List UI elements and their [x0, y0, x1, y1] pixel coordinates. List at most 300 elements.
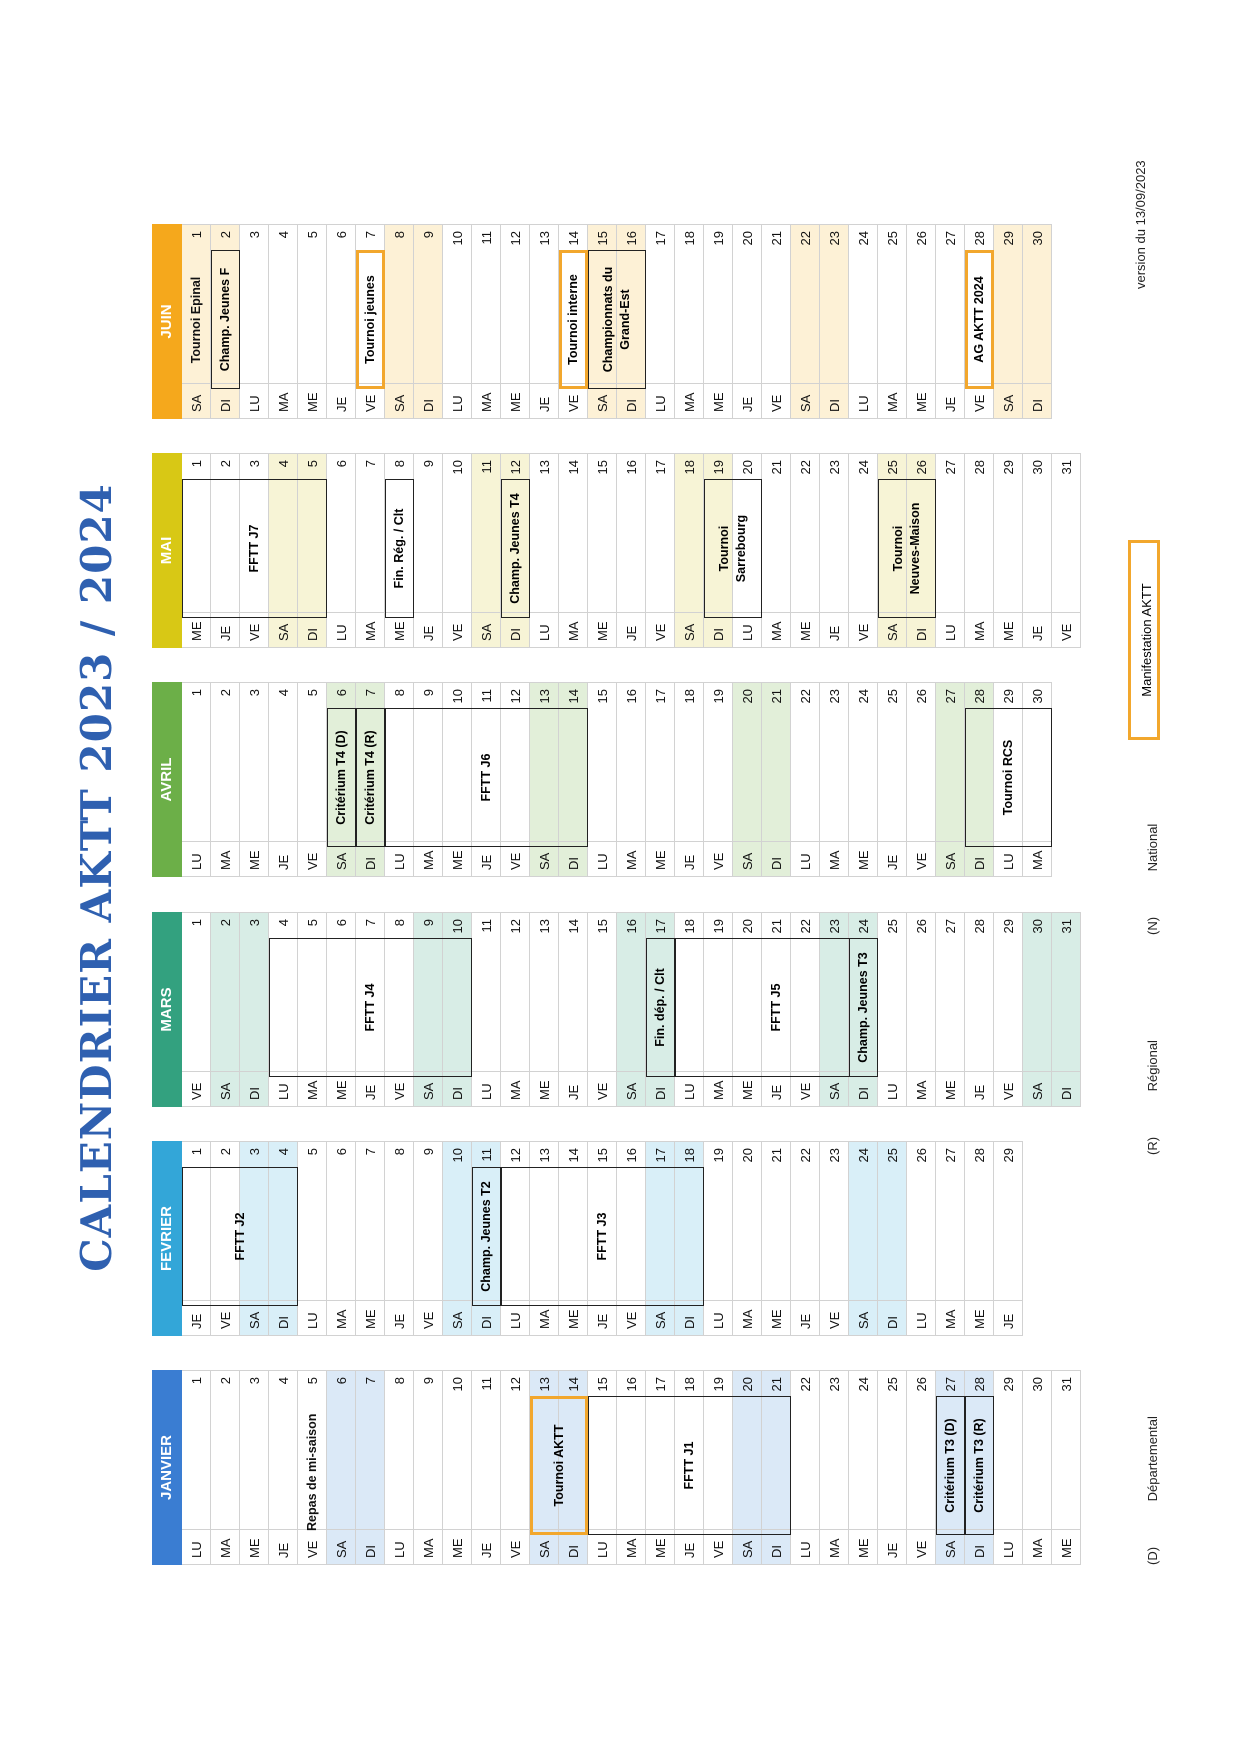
- day-row: [646, 453, 675, 648]
- day-number: 3: [247, 460, 262, 468]
- day-of-week: SA: [646, 1300, 674, 1335]
- event-label: Grand-Est: [618, 289, 632, 350]
- day-number: 12: [508, 919, 523, 934]
- day-row: [733, 1141, 762, 1336]
- day-row: [182, 224, 211, 419]
- day-row: [501, 224, 530, 419]
- day-number: 9: [421, 1148, 436, 1156]
- day-of-week: LU: [791, 1529, 819, 1564]
- day-number: 31: [1059, 460, 1074, 475]
- day-of-week: DI: [762, 1529, 790, 1564]
- day-number: 4: [276, 1148, 291, 1156]
- day-number: 31: [1059, 1377, 1074, 1392]
- day-of-week: VE: [704, 841, 732, 876]
- day-of-week: SA: [269, 612, 297, 647]
- day-row: [472, 1370, 501, 1565]
- day-row: [1023, 1370, 1052, 1565]
- day-of-week: ME: [443, 1529, 471, 1564]
- day-event: Repas de mi-saison: [305, 1413, 319, 1531]
- day-number: 2: [218, 919, 233, 927]
- day-row: [182, 1370, 211, 1565]
- day-of-week: LU: [182, 1529, 210, 1564]
- day-number: 10: [450, 231, 465, 246]
- day-row: [936, 1370, 965, 1565]
- day-of-week: JE: [1023, 612, 1051, 647]
- day-of-week: LU: [269, 1071, 297, 1106]
- day-of-week: LU: [646, 383, 674, 418]
- day-number: 17: [653, 919, 668, 934]
- day-number: 21: [769, 919, 784, 934]
- day-of-week: ME: [762, 1300, 790, 1335]
- day-row: [791, 1141, 820, 1336]
- day-row: [994, 682, 1023, 877]
- manifestation-legend: Manifestation AKTT: [1128, 540, 1160, 740]
- day-row: [646, 224, 675, 419]
- day-of-week: DI: [762, 841, 790, 876]
- day-of-week: LU: [878, 1071, 906, 1106]
- day-of-week: DI: [559, 1529, 587, 1564]
- day-row: [443, 682, 472, 877]
- day-of-week: VE: [240, 612, 268, 647]
- day-row: [994, 1370, 1023, 1565]
- legend-code: (N): [1145, 916, 1160, 935]
- day-number: 23: [827, 919, 842, 934]
- day-number: 25: [885, 919, 900, 934]
- day-of-week: JE: [327, 383, 355, 418]
- day-number: 3: [247, 919, 262, 927]
- day-of-week: MA: [820, 1529, 848, 1564]
- day-row: [675, 1141, 704, 1336]
- day-number: 22: [798, 689, 813, 704]
- day-of-week: LU: [240, 383, 268, 418]
- day-of-week: ME: [501, 383, 529, 418]
- day-row: [617, 682, 646, 877]
- day-of-week: DI: [646, 1071, 674, 1106]
- day-number: 26: [914, 1148, 929, 1163]
- day-of-week: LU: [472, 1071, 500, 1106]
- day-row: [588, 453, 617, 648]
- day-of-week: LU: [327, 612, 355, 647]
- day-row: [965, 1141, 994, 1336]
- day-of-week: LU: [501, 1300, 529, 1335]
- day-row: [936, 224, 965, 419]
- day-number: 26: [914, 231, 929, 246]
- event-label: FFTT J7: [247, 524, 261, 573]
- day-row: [994, 224, 1023, 419]
- day-of-week: SA: [675, 612, 703, 647]
- day-number: 24: [856, 1377, 871, 1392]
- day-of-week: VE: [907, 1529, 935, 1564]
- day-row: [414, 453, 443, 648]
- day-of-week: JE: [588, 1300, 616, 1335]
- day-row: [385, 912, 414, 1107]
- month-header: AVRIL: [152, 682, 182, 877]
- day-of-week: VE: [588, 1071, 616, 1106]
- day-of-week: SA: [588, 383, 616, 418]
- day-row: [617, 224, 646, 419]
- legend-label: Régional: [1145, 1040, 1160, 1092]
- day-number: 2: [218, 231, 233, 239]
- day-row: [733, 912, 762, 1107]
- day-of-week: ME: [994, 612, 1022, 647]
- day-of-week: VE: [907, 841, 935, 876]
- day-row: [356, 1141, 385, 1336]
- day-row: [530, 1141, 559, 1336]
- day-of-week: VE: [501, 841, 529, 876]
- day-row: [269, 1141, 298, 1336]
- day-row: [617, 912, 646, 1107]
- day-number: 8: [392, 231, 407, 239]
- day-number: 2: [218, 1148, 233, 1156]
- day-number: 3: [247, 231, 262, 239]
- day-of-week: SA: [211, 1071, 239, 1106]
- legend-label: Départemental: [1145, 1416, 1160, 1502]
- day-of-week: SA: [327, 1529, 355, 1564]
- day-number: 30: [1030, 231, 1045, 246]
- day-row: [385, 682, 414, 877]
- day-number: 4: [276, 919, 291, 927]
- day-row: [820, 1141, 849, 1336]
- day-number: 17: [653, 1377, 668, 1392]
- day-row: [762, 1370, 791, 1565]
- day-number: 5: [305, 1148, 320, 1156]
- day-number: 27: [943, 689, 958, 704]
- day-row: [646, 912, 675, 1107]
- day-of-week: MA: [617, 841, 645, 876]
- day-of-week: JE: [965, 1071, 993, 1106]
- day-of-week: LU: [936, 612, 964, 647]
- day-of-week: JE: [675, 1529, 703, 1564]
- day-number: 22: [798, 231, 813, 246]
- day-of-week: LU: [733, 612, 761, 647]
- day-number: 29: [1001, 1377, 1016, 1392]
- event-label: Tournoi jeunes: [363, 275, 377, 364]
- day-row: [878, 1370, 907, 1565]
- day-number: 20: [740, 1377, 755, 1392]
- day-number: 18: [682, 689, 697, 704]
- day-of-week: ME: [356, 1300, 384, 1335]
- day-of-week: DI: [849, 1071, 877, 1106]
- day-number: 9: [421, 689, 436, 697]
- day-row: [385, 224, 414, 419]
- day-number: 7: [363, 689, 378, 697]
- day-number: 23: [827, 460, 842, 475]
- day-row: [414, 224, 443, 419]
- day-of-week: LU: [675, 1071, 703, 1106]
- day-of-week: SA: [1023, 1071, 1051, 1106]
- month-avril: [152, 682, 1052, 877]
- day-of-week: LU: [385, 1529, 413, 1564]
- day-of-week: VE: [994, 1071, 1022, 1106]
- day-of-week: SA: [530, 1529, 558, 1564]
- day-number: 14: [566, 919, 581, 934]
- day-number: 17: [653, 231, 668, 246]
- event-label: FFTT J3: [595, 1212, 609, 1261]
- day-number: 10: [450, 919, 465, 934]
- day-row: [530, 224, 559, 419]
- day-of-week: ME: [646, 841, 674, 876]
- event-label: Critérium T3 (R): [972, 1418, 986, 1513]
- day-number: 21: [769, 231, 784, 246]
- day-number: 19: [711, 460, 726, 475]
- day-of-week: LU: [704, 1300, 732, 1335]
- day-number: 5: [305, 231, 320, 239]
- day-row: [588, 1370, 617, 1565]
- event-label: Tournoi: [891, 525, 905, 572]
- day-of-week: VE: [646, 612, 674, 647]
- day-of-week: VE: [559, 383, 587, 418]
- day-number: 15: [595, 689, 610, 704]
- day-of-week: MA: [530, 1300, 558, 1335]
- day-row: [327, 453, 356, 648]
- day-row: [965, 224, 994, 419]
- day-of-week: MA: [327, 1300, 355, 1335]
- month-mars: [152, 912, 1081, 1107]
- day-number: 3: [247, 1148, 262, 1156]
- day-row: [907, 1141, 936, 1336]
- event-label: Neuves-Maison: [908, 502, 922, 595]
- day-number: 6: [334, 919, 349, 927]
- day-number: 11: [479, 231, 494, 245]
- day-number: 13: [537, 1377, 552, 1392]
- day-row: [791, 1370, 820, 1565]
- day-of-week: JE: [762, 1071, 790, 1106]
- day-number: 8: [392, 1148, 407, 1156]
- day-of-week: ME: [849, 841, 877, 876]
- day-row: [704, 1370, 733, 1565]
- day-row: [675, 224, 704, 419]
- day-of-week: SA: [530, 841, 558, 876]
- day-row: [327, 1141, 356, 1336]
- day-number: 12: [508, 1377, 523, 1392]
- day-of-week: DI: [356, 1529, 384, 1564]
- month-header: JUIN: [152, 224, 182, 419]
- day-row: [907, 224, 936, 419]
- day-number: 10: [450, 1148, 465, 1163]
- day-row: [443, 224, 472, 419]
- day-row: [878, 912, 907, 1107]
- day-of-week: MA: [472, 383, 500, 418]
- day-row: [240, 224, 269, 419]
- day-number: 26: [914, 689, 929, 704]
- day-row: [559, 1141, 588, 1336]
- day-of-week: LU: [994, 841, 1022, 876]
- day-row: [849, 453, 878, 648]
- day-row: [385, 1370, 414, 1565]
- day-row: [762, 1141, 791, 1336]
- day-row: [298, 1141, 327, 1336]
- day-number: 25: [885, 1148, 900, 1163]
- day-of-week: DI: [240, 1071, 268, 1106]
- event-label: Championnats du: [601, 266, 615, 373]
- day-number: 10: [450, 1377, 465, 1392]
- day-number: 20: [740, 231, 755, 246]
- day-number: 26: [914, 460, 929, 475]
- day-row: [1023, 912, 1052, 1107]
- day-of-week: VE: [443, 612, 471, 647]
- day-number: 19: [711, 1148, 726, 1163]
- day-of-week: DI: [1023, 383, 1051, 418]
- day-number: 9: [421, 231, 436, 239]
- event-label: Champ. Jeunes T2: [479, 1181, 493, 1292]
- day-number: 13: [537, 919, 552, 934]
- day-number: 13: [537, 231, 552, 246]
- day-of-week: MA: [965, 612, 993, 647]
- day-number: 8: [392, 1377, 407, 1385]
- day-row: [675, 912, 704, 1107]
- day-number: 19: [711, 231, 726, 246]
- day-number: 24: [856, 919, 871, 934]
- event-label: Tournoi: [717, 525, 731, 572]
- day-row: [356, 912, 385, 1107]
- day-number: 11: [479, 1377, 494, 1391]
- day-of-week: LU: [849, 383, 877, 418]
- day-row: [211, 912, 240, 1107]
- day-row: [414, 682, 443, 877]
- day-of-week: SA: [327, 841, 355, 876]
- day-row: [211, 1370, 240, 1565]
- day-of-week: JE: [269, 841, 297, 876]
- day-row: [356, 682, 385, 877]
- day-number: 6: [334, 231, 349, 239]
- day-number: 9: [421, 460, 436, 468]
- day-row: [878, 453, 907, 648]
- day-number: 23: [827, 1377, 842, 1392]
- day-number: 18: [682, 231, 697, 246]
- day-of-week: ME: [965, 1300, 993, 1335]
- day-number: 12: [508, 689, 523, 704]
- day-row: [791, 453, 820, 648]
- day-number: 18: [682, 919, 697, 934]
- day-of-week: MA: [704, 1071, 732, 1106]
- day-row: [791, 912, 820, 1107]
- day-row: [820, 682, 849, 877]
- day-of-week: MA: [675, 383, 703, 418]
- day-of-week: LU: [588, 841, 616, 876]
- day-of-week: VE: [501, 1529, 529, 1564]
- day-number: 1: [189, 1377, 204, 1385]
- day-number: 5: [305, 1377, 320, 1385]
- day-row: [269, 224, 298, 419]
- day-row: [240, 453, 269, 648]
- day-number: 4: [276, 689, 291, 697]
- day-row: [414, 1370, 443, 1565]
- day-row: [907, 682, 936, 877]
- day-number: 27: [943, 231, 958, 246]
- day-number: 11: [479, 919, 494, 933]
- month-mai: [152, 453, 1081, 648]
- day-number: 18: [682, 1148, 697, 1163]
- day-row: [965, 682, 994, 877]
- version-text: version du 13/09/2023: [1133, 160, 1148, 289]
- legend-national: [1145, 824, 1160, 935]
- day-of-week: SA: [733, 841, 761, 876]
- day-number: 14: [566, 689, 581, 704]
- day-of-week: MA: [820, 841, 848, 876]
- day-of-week: DI: [211, 383, 239, 418]
- day-of-week: MA: [298, 1071, 326, 1106]
- day-of-week: MA: [559, 612, 587, 647]
- day-number: 15: [595, 919, 610, 934]
- day-row: [675, 453, 704, 648]
- day-row: [182, 453, 211, 648]
- day-row: [211, 453, 240, 648]
- day-number: 11: [479, 1148, 494, 1162]
- day-number: 23: [827, 1148, 842, 1163]
- day-row: [211, 224, 240, 419]
- event-label: FFTT J5: [769, 983, 783, 1032]
- day-row: [588, 912, 617, 1107]
- day-row: [559, 1370, 588, 1565]
- day-row: [849, 1370, 878, 1565]
- day-row: [878, 1141, 907, 1336]
- day-of-week: VE: [849, 612, 877, 647]
- day-row: [559, 453, 588, 648]
- day-row: [530, 1370, 559, 1565]
- day-of-week: LU: [530, 612, 558, 647]
- event-label: FFTT J2: [232, 1212, 247, 1261]
- day-number: 6: [334, 1148, 349, 1156]
- day-row: [994, 912, 1023, 1107]
- day-of-week: LU: [994, 1529, 1022, 1564]
- day-row: [733, 1370, 762, 1565]
- day-number: 6: [334, 689, 349, 697]
- day-number: 21: [769, 689, 784, 704]
- day-of-week: JE: [530, 383, 558, 418]
- day-of-week: SA: [443, 1300, 471, 1335]
- day-of-week: DI: [704, 612, 732, 647]
- day-number: 25: [885, 1377, 900, 1392]
- day-number: 30: [1030, 1377, 1045, 1392]
- day-row: [443, 1141, 472, 1336]
- month-fevrier: [152, 1141, 1023, 1336]
- day-of-week: JE: [820, 612, 848, 647]
- day-number: 5: [305, 919, 320, 927]
- day-of-week: JE: [675, 841, 703, 876]
- day-number: 29: [1001, 689, 1016, 704]
- day-of-week: LU: [385, 841, 413, 876]
- day-row: [733, 224, 762, 419]
- day-number: 30: [1030, 689, 1045, 704]
- day-of-week: VE: [414, 1300, 442, 1335]
- day-of-week: DI: [820, 383, 848, 418]
- day-number: 25: [885, 231, 900, 246]
- day-row: [269, 1370, 298, 1565]
- day-row: [327, 1370, 356, 1565]
- day-of-week: MA: [1023, 1529, 1051, 1564]
- day-number: 24: [856, 460, 871, 475]
- day-row: [472, 682, 501, 877]
- day-row: [936, 912, 965, 1107]
- event-label: FFTT J1: [682, 1441, 696, 1490]
- day-of-week: VE: [617, 1300, 645, 1335]
- day-number: 19: [711, 689, 726, 704]
- day-number: 17: [653, 460, 668, 475]
- day-number: 22: [798, 919, 813, 934]
- day-row: [327, 224, 356, 419]
- day-row: [1023, 453, 1052, 648]
- day-row: [646, 1370, 675, 1565]
- day-number: 27: [943, 460, 958, 475]
- day-number: 24: [856, 1148, 871, 1163]
- day-of-week: ME: [327, 1071, 355, 1106]
- day-of-week: JE: [182, 1300, 210, 1335]
- day-number: 3: [247, 1377, 262, 1385]
- day-number: 8: [392, 460, 407, 468]
- day-of-week: DI: [414, 383, 442, 418]
- day-number: 26: [914, 919, 929, 934]
- day-row: [791, 682, 820, 877]
